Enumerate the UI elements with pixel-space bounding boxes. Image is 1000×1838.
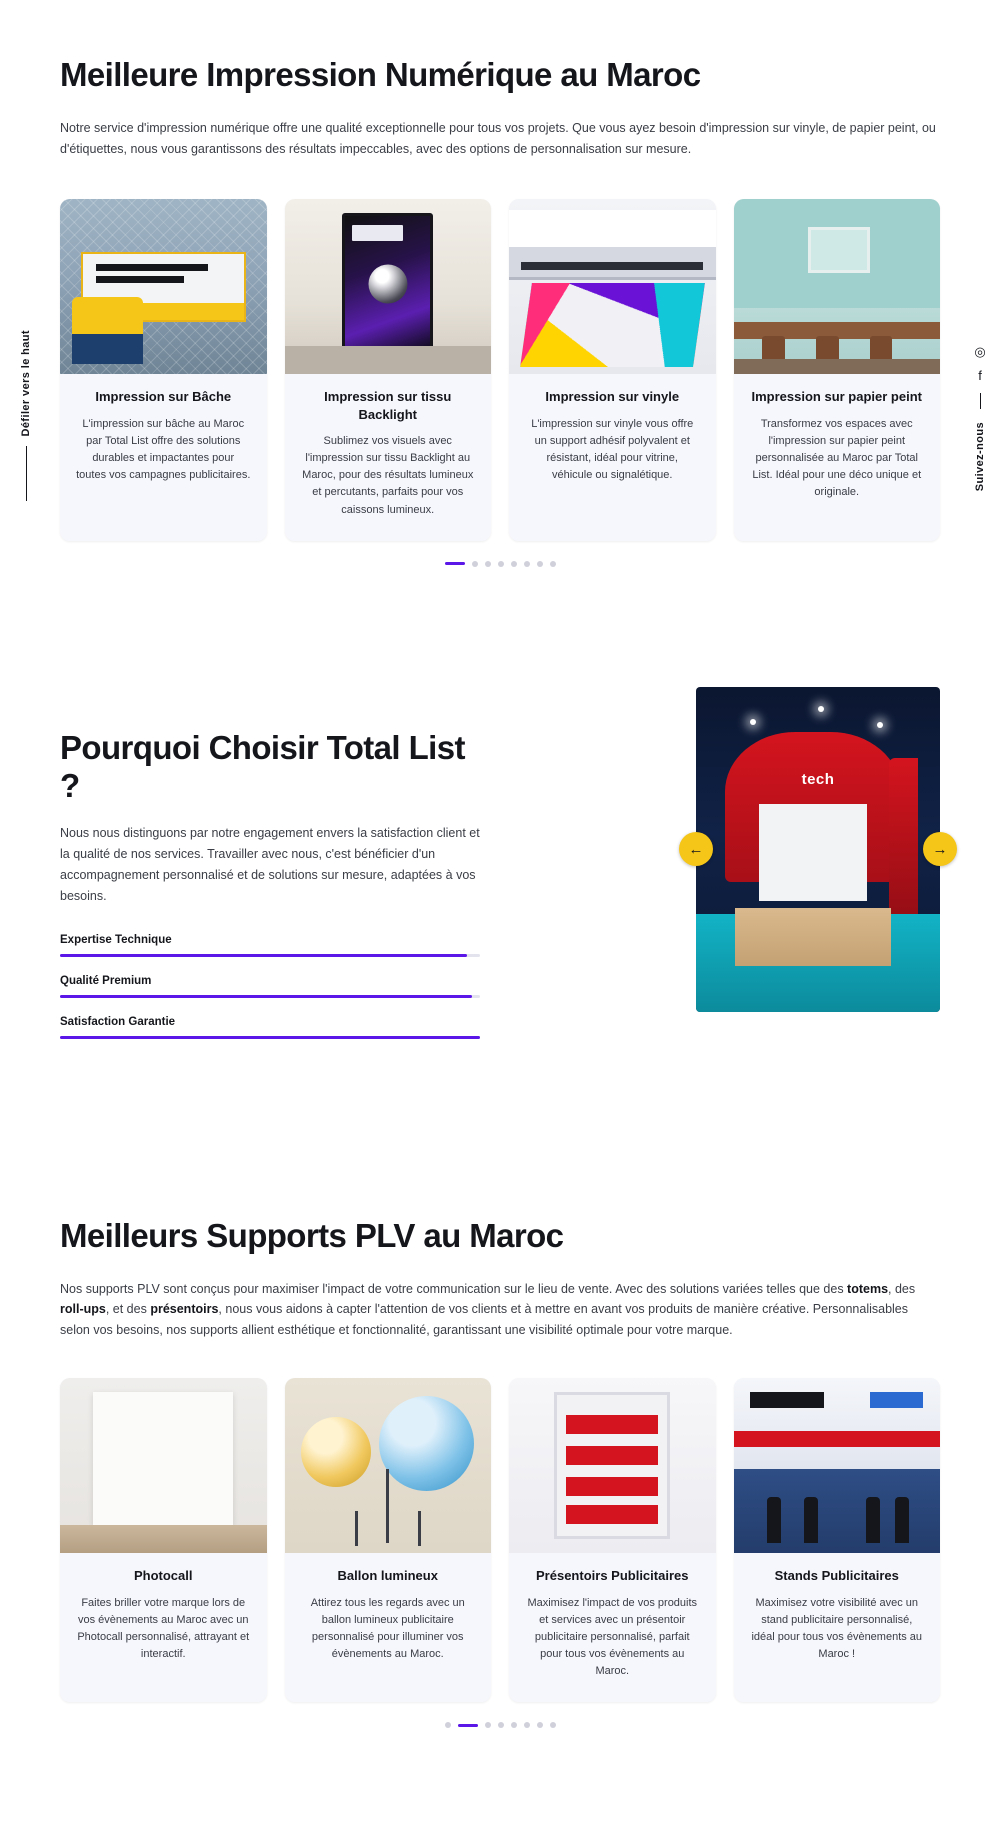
stand-image-caption: tech	[801, 771, 835, 789]
pourquoi-title: Pourquoi Choisir Total List ?	[60, 728, 465, 804]
carousel-dot-2[interactable]	[472, 561, 478, 567]
card-ballon-lumineux[interactable]	[285, 1378, 492, 1702]
section-pourquoi-choisir	[60, 687, 948, 1057]
carousel-dot-3[interactable]	[485, 1722, 491, 1728]
card-text: L'impression sur vinyle vous offre un support adhésif polyvalent et résistant, idéal pour vitrine, véhicule ou signalétique.	[531, 417, 694, 481]
card-text: Sublimez vos visuels avec l'impression sur tissu Backlight au Maroc, pour des résultats lumineux et percutants, parfaits pour vos caissons lumineux.	[302, 435, 474, 516]
carousel-dot-7[interactable]	[537, 1722, 543, 1728]
skill-label: Expertise Technique	[60, 933, 172, 946]
carousel-dot-8[interactable]	[550, 561, 556, 567]
pourquoi-description: Nous nous distinguons par notre engagement envers la satisfaction client et la qualité de nos services. Travailler avec nous, c'est bénéficier d'un accompagnement personnalisé et de solutions sur mesure, adaptées à vos besoins.	[60, 825, 480, 904]
carousel-dot-3[interactable]	[485, 561, 491, 567]
photocall-image	[60, 1378, 267, 1553]
card-text: Faites briller votre marque lors de vos évènements au Maroc avec un Photocall personnalisé, attrayant et interactif.	[77, 1597, 250, 1661]
card-stands-publicitaires[interactable]	[734, 1378, 941, 1702]
ballon-lumineux-image	[285, 1378, 492, 1553]
card-text: Maximisez l'impact de vos produits et services avec un présentoir publicitaire personnalisé, parfait pour tous vos évènements au Maroc.	[527, 1597, 698, 1678]
card-title: Ballon lumineux	[337, 1568, 438, 1584]
pourquoi-slider	[688, 687, 948, 1012]
card-text: Attirez tous les regards avec un ballon lumineux publicitaire personnalisé pour illuminer vos évènements au Maroc.	[310, 1597, 465, 1661]
card-title: Photocall	[133, 1568, 193, 1584]
skill-bars	[60, 934, 480, 1039]
carousel-dot-4[interactable]	[498, 561, 504, 567]
skill-fill	[60, 1036, 480, 1039]
card-impression-vinyle[interactable]	[509, 199, 716, 540]
carousel-dot-4[interactable]	[498, 1722, 504, 1728]
card-title: Présentoirs Publicitaires	[536, 1568, 689, 1584]
instagram-icon[interactable]: ◎	[974, 344, 986, 359]
section-impression-numerique	[60, 0, 940, 567]
page-title: Meilleure Impression Numérique au Maroc	[60, 56, 701, 93]
facebook-icon[interactable]: f	[978, 368, 982, 383]
skill-row-satisfaction	[60, 1016, 480, 1039]
plv-desc-part: , et des	[105, 1302, 151, 1317]
card-impression-bache[interactable]	[60, 199, 267, 540]
stand-country-tech-image	[696, 687, 940, 1012]
skill-track	[60, 995, 480, 998]
card-photocall[interactable]	[60, 1378, 267, 1702]
scroll-to-top-label: Défiler vers le haut	[20, 330, 32, 437]
carousel-dot-8[interactable]	[550, 1722, 556, 1728]
carousel-dot-6[interactable]	[524, 561, 530, 567]
slider-prev-button[interactable]: ←	[679, 832, 713, 866]
section-impression-description: Notre service d'impression numérique offre une qualité exceptionnelle pour tous vos projets. Que vous ayez besoin d'impression sur vinyle, de papier peint, ou d'étiquettes, nous vous garantissons des résultats impeccables, avec des options de personnalisation sur mesure.	[60, 121, 936, 156]
rail-divider	[26, 446, 27, 501]
section-supports-plv	[60, 1217, 940, 1729]
carousel-dot-1[interactable]	[445, 1722, 451, 1728]
skill-label: Qualité Premium	[60, 974, 152, 987]
plv-desc-bold-totems: totems	[847, 1281, 889, 1296]
presentoirs-publicitaires-image	[509, 1378, 716, 1553]
skill-row-qualite	[60, 975, 480, 998]
stands-publicitaires-image	[734, 1378, 941, 1553]
carousel-dot-1[interactable]	[445, 562, 465, 565]
carousel-dot-2[interactable]	[458, 1724, 478, 1727]
card-title: Stands Publicitaires	[774, 1568, 899, 1584]
card-title: Impression sur papier peint	[751, 389, 922, 405]
card-title: Impression sur tissu Backlight	[324, 389, 452, 422]
plv-desc-part: , des	[888, 1281, 916, 1296]
plv-description	[60, 1279, 940, 1341]
follow-us-label: Suivez-nous	[974, 422, 986, 492]
skill-track	[60, 954, 480, 957]
card-title: Impression sur Bâche	[95, 389, 232, 405]
rail-divider	[980, 393, 981, 409]
slider-next-button[interactable]: →	[923, 832, 957, 866]
carousel-dot-5[interactable]	[511, 1722, 517, 1728]
impression-tissu-backlight-image	[285, 199, 492, 374]
card-impression-tissu-backlight[interactable]	[285, 199, 492, 540]
card-text: Maximisez votre visibilité avec un stand publicitaire personnalisé, idéal pour tous vos évènements au Maroc !	[751, 1597, 923, 1661]
card-impression-papier-peint[interactable]	[734, 199, 941, 540]
plv-card-carousel	[60, 1378, 940, 1702]
card-title: Impression sur vinyle	[545, 389, 680, 405]
impression-bache-image	[60, 199, 267, 374]
impression-papier-peint-image	[734, 199, 941, 374]
carousel-dot-6[interactable]	[524, 1722, 530, 1728]
skill-fill	[60, 995, 472, 998]
plv-title: Meilleurs Supports PLV au Maroc	[60, 1216, 564, 1254]
plv-desc-bold-presentoirs: présentoirs	[150, 1302, 219, 1317]
carousel-dot-7[interactable]	[537, 561, 543, 567]
social-rail	[974, 345, 986, 491]
impression-vinyle-image	[509, 199, 716, 374]
scroll-to-top-rail[interactable]	[20, 330, 32, 501]
plv-carousel-dots[interactable]	[60, 1722, 940, 1728]
card-text: Transformez vos espaces avec l'impression sur papier peint personnalisée au Maroc par Total List. Idéal pour une déco unique et originale.	[752, 417, 922, 498]
skill-label: Satisfaction Garantie	[60, 1015, 176, 1028]
impression-carousel-dots[interactable]	[60, 561, 940, 567]
card-text: L'impression sur bâche au Maroc par Total List offre des solutions durables et impactantes pour toutes vos campagnes publicitaires.	[76, 417, 251, 481]
plv-desc-part: , nous vous aidons à capter l'attention de vos clients et à mettre en avant vos produits de manière créative. Personnalisables selon vos besoins, nos supports allient esthétique et fonctionnalité, garantissant une visibilité optimale pour votre marque.	[60, 1302, 909, 1337]
card-presentoirs-publicitaires[interactable]	[509, 1378, 716, 1702]
skill-row-expertise	[60, 934, 480, 957]
skill-fill	[60, 954, 467, 957]
plv-desc-bold-rollups: roll-ups	[60, 1302, 106, 1317]
carousel-dot-5[interactable]	[511, 561, 517, 567]
plv-desc-part: Nos supports PLV sont conçus pour maximiser l'impact de votre communication sur le lieu de vente. Avec des solutions variées telles que des	[60, 1281, 848, 1296]
skill-track	[60, 1036, 480, 1039]
impression-card-carousel	[60, 199, 940, 540]
